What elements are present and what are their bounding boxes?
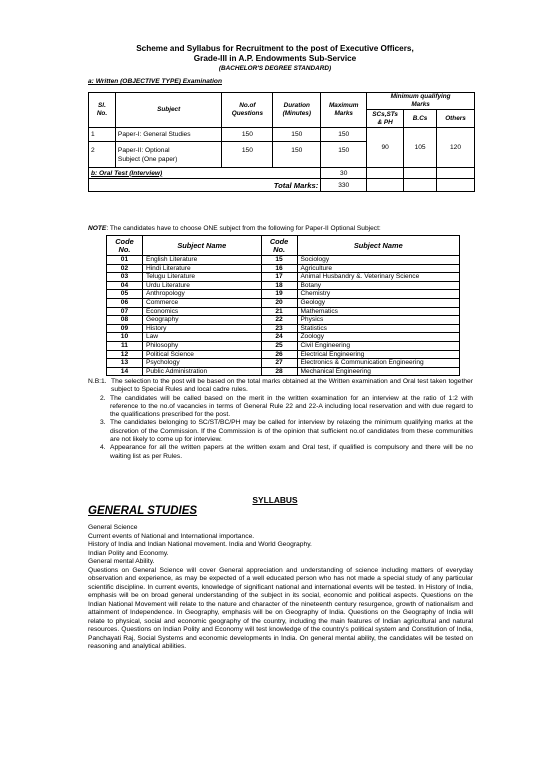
subject-name-cell: Animal Husbandry &. Veterinary Science xyxy=(297,273,459,282)
subject-code-cell: 03 xyxy=(107,273,143,282)
subject-code-cell: 02 xyxy=(107,264,143,273)
subject-name-cell: Geology xyxy=(297,298,459,307)
subject-name-cell: Commerce xyxy=(142,298,261,307)
code-header: Code No. xyxy=(107,236,143,256)
others-cell: 120 xyxy=(437,128,475,168)
topic-line: Indian Polity and Economy. xyxy=(88,549,169,557)
subject-name-cell: Statistics xyxy=(297,324,459,333)
subject-cell: Paper-I: General Studies xyxy=(115,128,222,142)
subject-name-cell: Physics xyxy=(297,316,459,325)
subject-cell: Paper-II: Optional Subject (One paper) xyxy=(115,142,222,168)
subject-code-cell: 05 xyxy=(107,290,143,299)
table-row xyxy=(107,333,460,342)
subject-name-cell: Civil Engineering xyxy=(297,341,459,350)
subject-name-cell: Zoology xyxy=(297,333,459,342)
subject-name-cell: Political Science xyxy=(142,350,261,359)
sl-cell: 2 xyxy=(89,142,116,168)
subject-code-cell: 06 xyxy=(107,298,143,307)
subject-code-cell: 04 xyxy=(107,281,143,290)
subtitle: (BACHELOR'S DEGREE STANDARD) xyxy=(218,65,332,72)
bcs-header: B.Cs xyxy=(404,110,437,128)
table-row xyxy=(107,367,460,376)
others-header: Others xyxy=(437,110,475,128)
title-line-1: Scheme and Syllabus for Recruitment to the post of Executive Officers, xyxy=(136,44,414,53)
sl-cell: 1 xyxy=(89,128,116,142)
subject-name-header: Subject Name xyxy=(142,236,261,256)
subject-code-cell: 19 xyxy=(261,290,297,299)
table-row xyxy=(107,298,460,307)
subject-name-cell: Sociology xyxy=(297,256,459,265)
table-row xyxy=(107,359,460,368)
subject-code-cell: 01 xyxy=(107,256,143,265)
bcs-cell: 105 xyxy=(404,128,437,168)
sc-st-cell: 90 xyxy=(367,128,404,168)
table-row xyxy=(107,256,460,265)
nb-item: N.B: 1. The selection to the post will be based on the total marks obtained at the Written examination and Oral test taken together subject to Special Rules and local cadre rules. xyxy=(88,378,473,394)
questions-cell: 150 xyxy=(222,128,273,142)
subject-code-cell: 12 xyxy=(107,350,143,359)
table-row xyxy=(107,316,460,325)
table-row xyxy=(89,128,475,142)
table-row xyxy=(107,290,460,299)
sc-st-header: SCs,STs & PH xyxy=(367,110,404,128)
subject-code-cell: 10 xyxy=(107,333,143,342)
min-qualifying-header: Minimum qualifying Marks xyxy=(367,93,475,110)
nb-item: 4. Appearance for all the written papers at the written exam and Oral test, if qualified is compulsory and there will be no waiting list as per Rules. xyxy=(100,444,473,460)
subject-code-cell: 18 xyxy=(261,281,297,290)
subject-code-cell: 14 xyxy=(107,367,143,376)
exam-scheme-table xyxy=(88,92,475,192)
nb-item: 3. The candidates belonging to SC/ST/BC/PH may be called for interview by relaxing the minimum qualifying marks at the discretion of the Commission. If the Commission is of the opinion that sufficient no.of candidates from these communities are not likely to come up for interview. xyxy=(100,419,473,444)
title-line-2: Grade-III in A.P. Endowments Sub-Service xyxy=(193,54,357,63)
duration-header: Duration (Minutes) xyxy=(273,93,321,128)
subject-header: Subject xyxy=(115,93,222,128)
subject-name-cell: English Literature xyxy=(142,256,261,265)
code-header: Code No. xyxy=(261,236,297,256)
max-marks-header: Maximum Marks xyxy=(321,93,367,128)
table-row xyxy=(107,341,460,350)
section-a-heading: a: Written (OBJECTIVE TYPE) Examination xyxy=(88,78,222,85)
subject-code-cell: 26 xyxy=(261,350,297,359)
table-row xyxy=(107,307,460,316)
oral-test-label: b: Oral Test (Interview) xyxy=(89,168,321,179)
table-row xyxy=(107,273,460,282)
nb-item: 2. The candidates will be called based on the merit in the written examination for an interview at the ratio of 1:2 with reference to the no.of vacancies in terms of General Rule 22 and 22-A including local reservation and with due regard to the qualifications prescribed for the post. xyxy=(100,394,473,419)
subject-code-cell: 23 xyxy=(261,324,297,333)
general-studies-heading: GENERAL STUDIES xyxy=(88,505,198,517)
subject-name-cell: Chemistry xyxy=(297,290,459,299)
subject-name-cell: Electrical Engineering xyxy=(297,350,459,359)
topic-line: General mental Ability. xyxy=(88,558,155,565)
optional-subjects-table xyxy=(106,235,460,376)
questions-header: No.of Questions xyxy=(222,93,273,128)
table-row xyxy=(89,179,475,192)
subject-code-cell: 07 xyxy=(107,307,143,316)
marks-cell: 150 xyxy=(321,142,367,168)
subject-name-cell: Law xyxy=(142,333,261,342)
subject-name-cell: Botany xyxy=(297,281,459,290)
subject-code-cell: 20 xyxy=(261,298,297,307)
subject-name-cell: Economics xyxy=(142,307,261,316)
subject-code-cell: 25 xyxy=(261,341,297,350)
table-row xyxy=(89,168,475,179)
subject-name-cell: History xyxy=(142,324,261,333)
duration-cell: 150 xyxy=(273,142,321,168)
marks-cell: 150 xyxy=(321,128,367,142)
topic-line: General Science xyxy=(88,524,138,531)
subject-code-cell: 27 xyxy=(261,359,297,368)
nb-notes xyxy=(88,378,473,461)
table-row xyxy=(107,324,460,333)
subject-code-cell: 09 xyxy=(107,324,143,333)
subject-name-cell: Geography xyxy=(142,316,261,325)
subject-code-cell: 17 xyxy=(261,273,297,282)
table-row xyxy=(107,281,460,290)
topic-line: History of India and Indian National movement. India and World Geography. xyxy=(88,541,312,548)
subject-name-cell: Public Administration xyxy=(142,367,261,376)
subject-code-cell: 28 xyxy=(261,367,297,376)
subject-name-cell: Telugu Literature xyxy=(142,273,261,282)
subject-name-cell: Mathematics xyxy=(297,307,459,316)
subject-name-cell: Psychology xyxy=(142,359,261,368)
total-marks-cell: 330 xyxy=(321,179,367,192)
subject-name-cell: Urdu Literature xyxy=(142,281,261,290)
subject-code-cell: 08 xyxy=(107,316,143,325)
subject-code-cell: 13 xyxy=(107,359,143,368)
subject-code-cell: 15 xyxy=(261,256,297,265)
subject-code-cell: 16 xyxy=(261,264,297,273)
topic-line: Current events of National and International importance. xyxy=(88,532,255,540)
oral-marks-cell: 30 xyxy=(321,168,367,179)
subject-name-cell: Anthropology xyxy=(142,290,261,299)
note-text: NOTE: The candidates have to choose ONE subject from the following for Paper-II Optional Subject: xyxy=(88,225,381,232)
total-marks-label: Total Marks: xyxy=(89,179,321,192)
subject-code-cell: 24 xyxy=(261,333,297,342)
subject-name-cell: Philosophy xyxy=(142,341,261,350)
sl-no-header: Sl. No. xyxy=(89,93,116,128)
subject-name-cell: Agriculture xyxy=(297,264,459,273)
duration-cell: 150 xyxy=(273,128,321,142)
general-studies-body xyxy=(88,524,473,652)
subject-code-cell: 22 xyxy=(261,316,297,325)
table-row xyxy=(107,264,460,273)
subject-name-header: Subject Name xyxy=(297,236,459,256)
table-row xyxy=(107,350,460,359)
subject-code-cell: 21 xyxy=(261,307,297,316)
syllabus-heading: SYLLABUS xyxy=(252,495,298,505)
subject-name-cell: Hindi Literature xyxy=(142,264,261,273)
questions-cell: 150 xyxy=(222,142,273,168)
subject-name-cell: Electronics & Communication Engineering xyxy=(297,359,459,368)
syllabus-paragraph: Questions on General Science will cover General appreciation and understanding of science including matters of everyday observation and experience, as may be expected of a well educated person who has not made a special study of any particular scientific discipline. In current events, knowledge of significant national and international events will be tested. In History of India, emphasis will be on broad general understanding of the subject in its social, economic and political aspects. Questions on the Indian National Movement will relate to the nature and character of the nineteenth century resurgence, growth of nationalism and attainment of Independence. In Geography, emphasis will be on Geography of India. Questions on the Geography of India will relate to physical, social and economic geography of the country, including the main features of Indian agricultural and natural resources. Questions on Indian Polity and Economy will test knowledge of the country's political system and Constitution of India, Panchayati Raj, Social Systems and economic developments in India. On general mental ability, the candidates will be tested on reasoning and analytical abilities. xyxy=(88,566,473,650)
subject-name-cell: Mechanical Engineering xyxy=(297,367,459,376)
subject-code-cell: 11 xyxy=(107,341,143,350)
